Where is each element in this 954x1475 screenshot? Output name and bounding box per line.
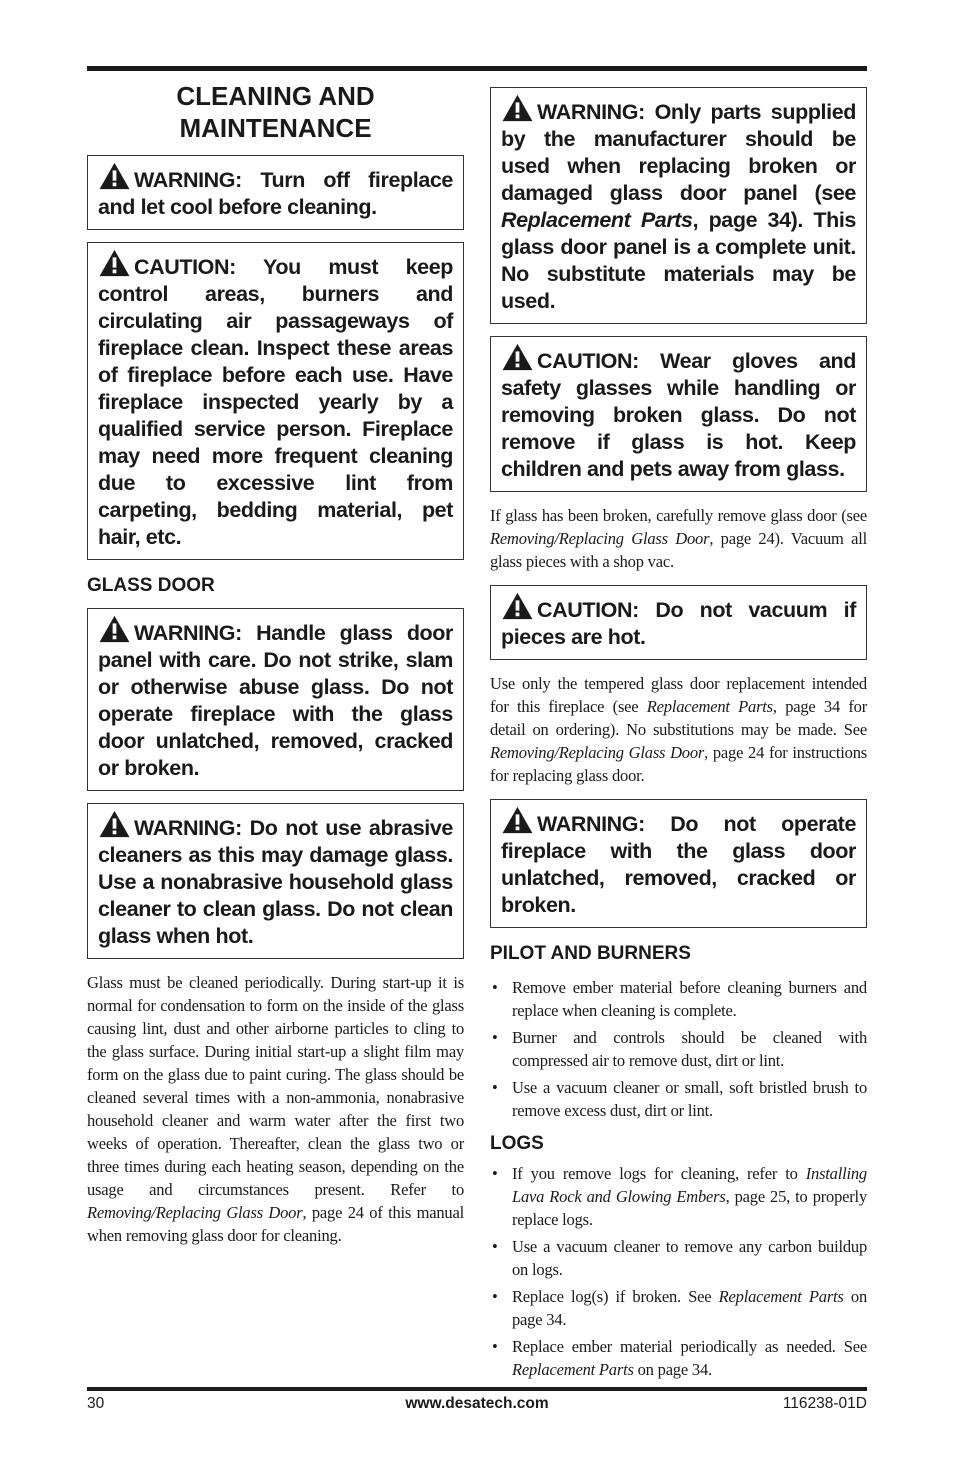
list-item: • Use a vacuum cleaner to remove any carbon buildup on logs. — [490, 1235, 867, 1281]
warning-box-do-not-operate: WARNING: Do not operate fireplace with the glass door unlatched, removed, cracked or broken. — [490, 799, 867, 928]
warning-box-only-parts: WARNING: Only parts supplied by the manufacturer should be used when replacing broken or damaged glass door panel (see Replacement Parts, page 34). This glass door panel is a complete unit. No substitute materials may be used. — [490, 87, 867, 324]
caution-box-vacuum: CAUTION: Do not vacuum if pieces are hot. — [490, 585, 867, 660]
pilot-burners-heading: PILOT AND BURNERS — [490, 943, 691, 964]
footer-url: www.desatech.com — [405, 1395, 549, 1412]
page-number: 30 — [87, 1395, 105, 1412]
warning-triangle-icon — [501, 343, 534, 371]
warning-triangle-icon — [98, 162, 131, 190]
list-item: • Use a vacuum cleaner or small, soft bristled brush to remove excess dust, dirt or lint. — [490, 1076, 867, 1122]
logs-list — [490, 1162, 867, 1381]
pilot-burners-list — [490, 976, 867, 1122]
top-rule — [87, 66, 867, 71]
page-title: CLEANING AND MAINTENANCE — [176, 81, 375, 143]
footer-rule — [87, 1387, 867, 1391]
list-item: • Replace ember material periodically as needed. See Replacement Parts on page 34. — [490, 1335, 867, 1381]
list-item: • Replace log(s) if broken. See Replacement Parts on page 34. — [490, 1285, 867, 1331]
left-column — [87, 80, 464, 1259]
tempered-glass-paragraph: Use only the tempered glass door replacement intended for this fireplace (see Replacement Parts, page 34 for detail on ordering). No substitutions may be made. See Removing/Replacing Glass Door, page 24 for instructions for replacing glass door. — [490, 674, 867, 785]
warning-box-abrasive: WARNING: Do not use abrasive cleaners as this may damage glass. Use a nonabrasive household glass cleaner to clean glass. Do not clean glass when hot. — [87, 803, 464, 959]
warning-triangle-icon — [98, 615, 131, 643]
warning-triangle-icon — [501, 94, 534, 122]
warning-triangle-icon — [501, 806, 534, 834]
caution-box-keep-clean: CAUTION: You must keep control areas, burners and circulating air passageways of fireplace clean. Inspect these areas of fireplace before each use. Have fireplace inspected yearly by a qualified service person. Fireplace may need more frequent cleaning due to excessive lint from carpeting, bedding material, pet hair, etc. — [87, 242, 464, 560]
warning-triangle-icon — [98, 810, 131, 838]
warning-box-handle-glass: WARNING: Handle glass door panel with care. Do not strike, slam or otherwise abuse glass. Do not operate fireplace with the glass door unlatched, removed, cracked or broken. — [87, 608, 464, 791]
warning-triangle-icon — [98, 249, 131, 277]
list-item: • Burner and controls should be cleaned with compressed air to remove dust, dirt or lint. — [490, 1026, 867, 1072]
broken-glass-paragraph: If glass has been broken, carefully remove glass door (see Removing/Replacing Glass Door, page 24). Vacuum all glass pieces with a shop vac. — [490, 506, 867, 571]
document-code: 116238-01D — [782, 1395, 867, 1412]
right-column — [490, 87, 867, 1391]
warning-box-turn-off: WARNING: Turn off fireplace and let cool before cleaning. — [87, 155, 464, 230]
list-item: • Remove ember material before cleaning burners and replace when cleaning is complete. — [490, 976, 867, 1022]
caution-box-gloves: CAUTION: Wear gloves and safety glasses while handling or removing broken glass. Do not remove if glass is hot. Keep children and pets away from glass. — [490, 336, 867, 492]
list-item: • If you remove logs for cleaning, refer to Installing Lava Rock and Glowing Embers, page 25, to properly replace logs. — [490, 1162, 867, 1231]
warning-triangle-icon — [501, 592, 534, 620]
glass-door-heading: GLASS DOOR — [87, 575, 215, 596]
logs-heading: LOGS — [490, 1133, 544, 1154]
glass-cleaning-paragraph: Glass must be cleaned periodically. During start-up it is normal for condensation to form on the inside of the glass causing lint, dust and other airborne particles to cling to the glass surface. During initial start-up a slight film may form on the glass due to paint curing. The glass should be cleaned several times with a non-ammonia, nonabrasive household cleaner and warm water after the first two weeks of operation. Thereafter, clean the glass two or three times during each heating season, depending on the usage and circumstances present. Refer to Removing/Replacing Glass Door, page 24 of this manual when removing glass door for cleaning. — [87, 973, 464, 1245]
